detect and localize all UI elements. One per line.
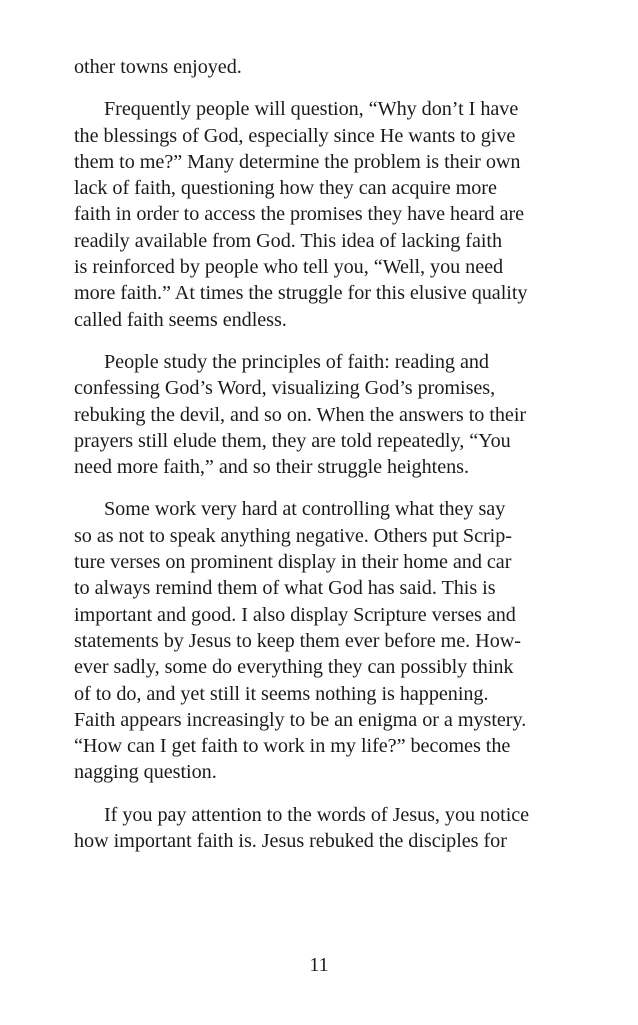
body-text xyxy=(74,54,574,870)
text-line: to always remind them of what God has said. This is xyxy=(74,577,496,600)
paragraph-5 xyxy=(74,802,574,855)
text-line: is reinforced by people who tell you, “Well, you need xyxy=(74,256,504,279)
text-line: them to me?” Many determine the problem is their own xyxy=(74,150,521,173)
text-line: so as not to speak anything negative. Others put Scrip- xyxy=(74,524,512,547)
text-line: readily available from God. This idea of lacking faith xyxy=(74,229,503,252)
text-line: prayers still elude them, they are told repeatedly, “You xyxy=(74,429,511,452)
text-line: lack of faith, questioning how they can acquire more xyxy=(74,177,497,200)
text-line: If you pay attention to the words of Jesus, you notice xyxy=(104,803,530,826)
text-line: of to do, and yet still it seems nothing is happening. xyxy=(74,682,489,705)
text-line: more faith.” At times the struggle for this elusive quality xyxy=(74,282,528,305)
text-line: the blessings of God, especially since He wants to give xyxy=(74,124,516,147)
text-line: Frequently people will question, “Why don’t I have xyxy=(104,98,519,121)
text-line: faith in order to access the promises they have heard are xyxy=(74,203,525,226)
text-line: “How can I get faith to work in my life?” becomes the xyxy=(74,735,511,758)
text-line: People study the principles of faith: reading and xyxy=(104,350,489,373)
paragraph-4 xyxy=(74,496,574,785)
paragraph-2 xyxy=(74,96,574,333)
text-line: ture verses on prominent display in their home and car xyxy=(74,551,512,574)
text-line: important and good. I also display Scripture verses and xyxy=(74,603,516,626)
paragraph-1 xyxy=(74,54,574,80)
page-number: 11 xyxy=(309,954,329,976)
text-line: ever sadly, some do everything they can possibly think xyxy=(74,656,514,679)
text-line: how important faith is. Jesus rebuked the disciples for xyxy=(74,830,507,853)
text-line: nagging question. xyxy=(74,761,217,784)
text-line: statements by Jesus to keep them ever before me. How- xyxy=(74,629,521,652)
text-line: rebuking the devil, and so on. When the answers to their xyxy=(74,403,527,426)
text-line: other towns enjoyed. xyxy=(74,56,242,78)
text-line: Faith appears increasingly to be an enigma or a mystery. xyxy=(74,708,527,731)
text-line: confessing God’s Word, visualizing God’s promises, xyxy=(74,377,496,400)
text-line: Some work very hard at controlling what they say xyxy=(104,498,506,521)
text-line: called faith seems endless. xyxy=(74,308,287,331)
paragraph-3 xyxy=(74,349,574,480)
text-line: need more faith,” and so their struggle heightens. xyxy=(74,456,469,479)
